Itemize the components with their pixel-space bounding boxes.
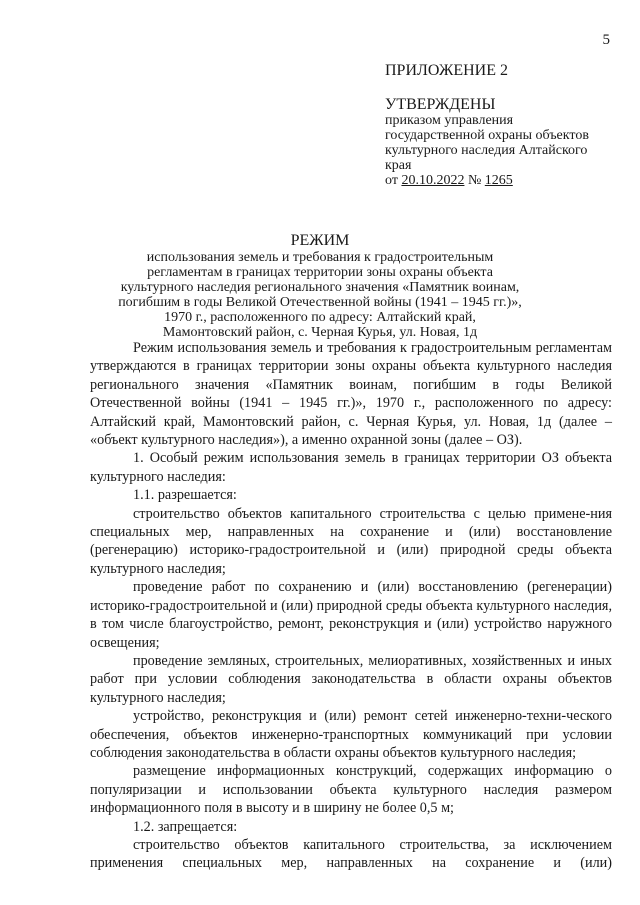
- approval-block: [385, 96, 625, 188]
- heading-line: регламентам в границах территории зоны охраны объекта: [147, 265, 493, 280]
- order-date: 20.10.2022: [401, 173, 465, 188]
- heading-line: культурного наследия регионального значения «Памятник воинам,: [120, 280, 520, 295]
- number-sign: №: [464, 173, 485, 188]
- appendix-label: ПРИЛОЖЕНИЕ 2: [385, 62, 509, 79]
- body-paragraph: устройство, реконструкция и (или) ремонт сетей инженерно-техни-ческого обеспечения, объектов инженерно-транспортных коммуникаций при условии соблюдения законодательства в области охраны объектов культурного наследия;: [90, 708, 612, 761]
- heading-line: 1970 г., расположенного по адресу: Алтайский край,: [164, 310, 476, 325]
- body-paragraph: проведение земляных, строительных, мелиоративных, хозяйственных и иных работ при условии соблюдения законодательства в области охраны объектов культурного наследия;: [90, 652, 612, 706]
- body-paragraph: 1.2. запрещается:: [133, 818, 238, 835]
- approval-line: культурного наследия Алтайского: [385, 143, 588, 158]
- body-paragraph: проведение работ по сохранению и (или) восстановлению (регенерации) историко-градостроительной и (или) природной среды объекта культурного наследия, в том числе благоустройство, ремонт, реконструкция и (или) устройство наружного освещения;: [90, 579, 612, 651]
- order-number: 1265: [484, 173, 513, 188]
- page-number: 5: [602, 32, 610, 48]
- approval-line: приказом управления: [385, 113, 514, 128]
- body-paragraph: 1. Особый режим использования земель в границах территории ОЗ объекта культурного наследия:: [90, 450, 612, 485]
- date-prefix: от: [385, 173, 402, 188]
- approval-line: края: [385, 158, 412, 173]
- heading-line: погибшим в годы Великой Отечественной войны (1941 – 1945 гг.)»,: [118, 295, 522, 310]
- body-paragraph: строительство объектов капитального строительства, за исключением применения специальных мер, направленных на сохранение и (или): [90, 836, 612, 872]
- document-title: РЕЖИМ: [290, 232, 350, 249]
- document-body: [90, 339, 612, 873]
- body-paragraph: 1.1. разрешается:: [133, 487, 237, 504]
- approval-title: УТВЕРЖДЕНЫ: [385, 96, 496, 113]
- body-paragraph: Режим использования земель и требования к градостроительным регламентам утверждаются в границах территории зоны охраны объекта культурного наследия регионального значения «Памятник воинам, погибшим в годы Великой Отечественной войны (1941 – 1945 гг.)», 1970 г., расположенного по адресу: Алтайский край, Мамонтовский район, с. Черная Курья, ул. Новая, 1д (далее – «объект культурного наследия»), а именно охранной зоны (далее – ОЗ).: [90, 340, 612, 449]
- approval-line: государственной охраны объектов: [385, 128, 589, 143]
- body-paragraph: размещение информационных конструкций, содержащих информацию о популяризации и использовании объекта культурного наследия размером информационного поля в высоту и в ширину не более 0,5 м;: [90, 763, 612, 817]
- heading-line: использования земель и требования к градостроительным: [146, 250, 494, 265]
- approval-date-line: [385, 173, 625, 188]
- body-paragraph: строительство объектов капитального строительства с целью примене-ния специальных мер, направленных на сохранение и (или) восстановление (регенерацию) историко-градостроительной и (или) природной среды объекта культурного наследия;: [90, 505, 612, 577]
- document-heading: [100, 232, 540, 340]
- heading-line: Мамонтовский район, с. Черная Курья, ул. Новая, 1д: [162, 325, 478, 340]
